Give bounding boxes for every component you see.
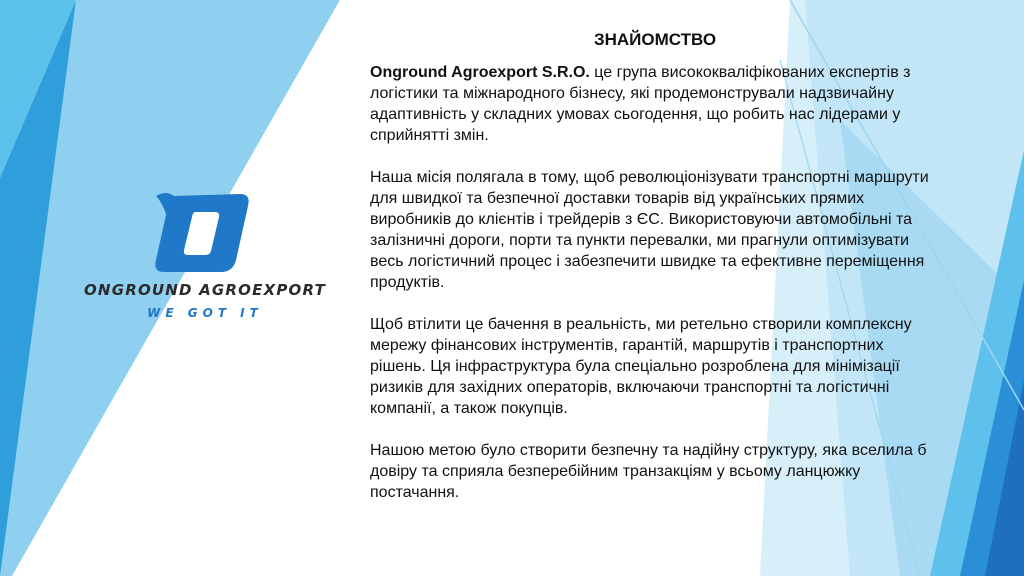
company-name: Onground Agroexport S.R.O. xyxy=(370,64,590,81)
intro-text: це група висококваліфікованих експертів з логістики та міжнародного бізнесу, які продемонстрували надзвичайну адаптивність у складних умовах сьогодення, що робить нас лідерами у сприйнятті змін. xyxy=(370,64,911,144)
mission-paragraph: Наша місія полягала в тому, щоб революціонізувати транспортні маршрути для швидкої та безпечної доставки товарів від українських прямих виробників до клієнтів і трейдерів з ЄС. Використовуючи автомобільні та залізничні дороги, порти та пункти перевалки, ми прагнули оптимізувати весь логістичний процес і забезпечити швидке та ефективне переміщення продуктів. xyxy=(370,169,929,291)
logo-tagline: WE GOT IT xyxy=(147,306,263,320)
intro-paragraph xyxy=(370,62,940,146)
company-logo xyxy=(60,188,350,328)
vision-paragraph: Щоб втілити це бачення в реальність, ми ретельно створили комплексну мережу фінансових інструментів, гарантій, маршрутів і транспортних рішень. Ця інфраструктура була спеціально розроблена для мінімізації ризиків для західних операторів, включаючи транспортні та логістичні компанії, а також покупців. xyxy=(370,316,912,417)
slide-body xyxy=(370,62,940,503)
logo-company-name: ONGROUND AGROEXPORT xyxy=(83,281,326,299)
goal-paragraph: Нашою метою було створити безпечну та надійну структуру, яка вселила б довіру та сприяла безперебійним транзакціям у всьому ланцюжку постачання. xyxy=(370,442,927,501)
slide-title: ЗНАЙОМСТВО xyxy=(593,30,717,49)
logo-o-icon xyxy=(152,188,252,274)
